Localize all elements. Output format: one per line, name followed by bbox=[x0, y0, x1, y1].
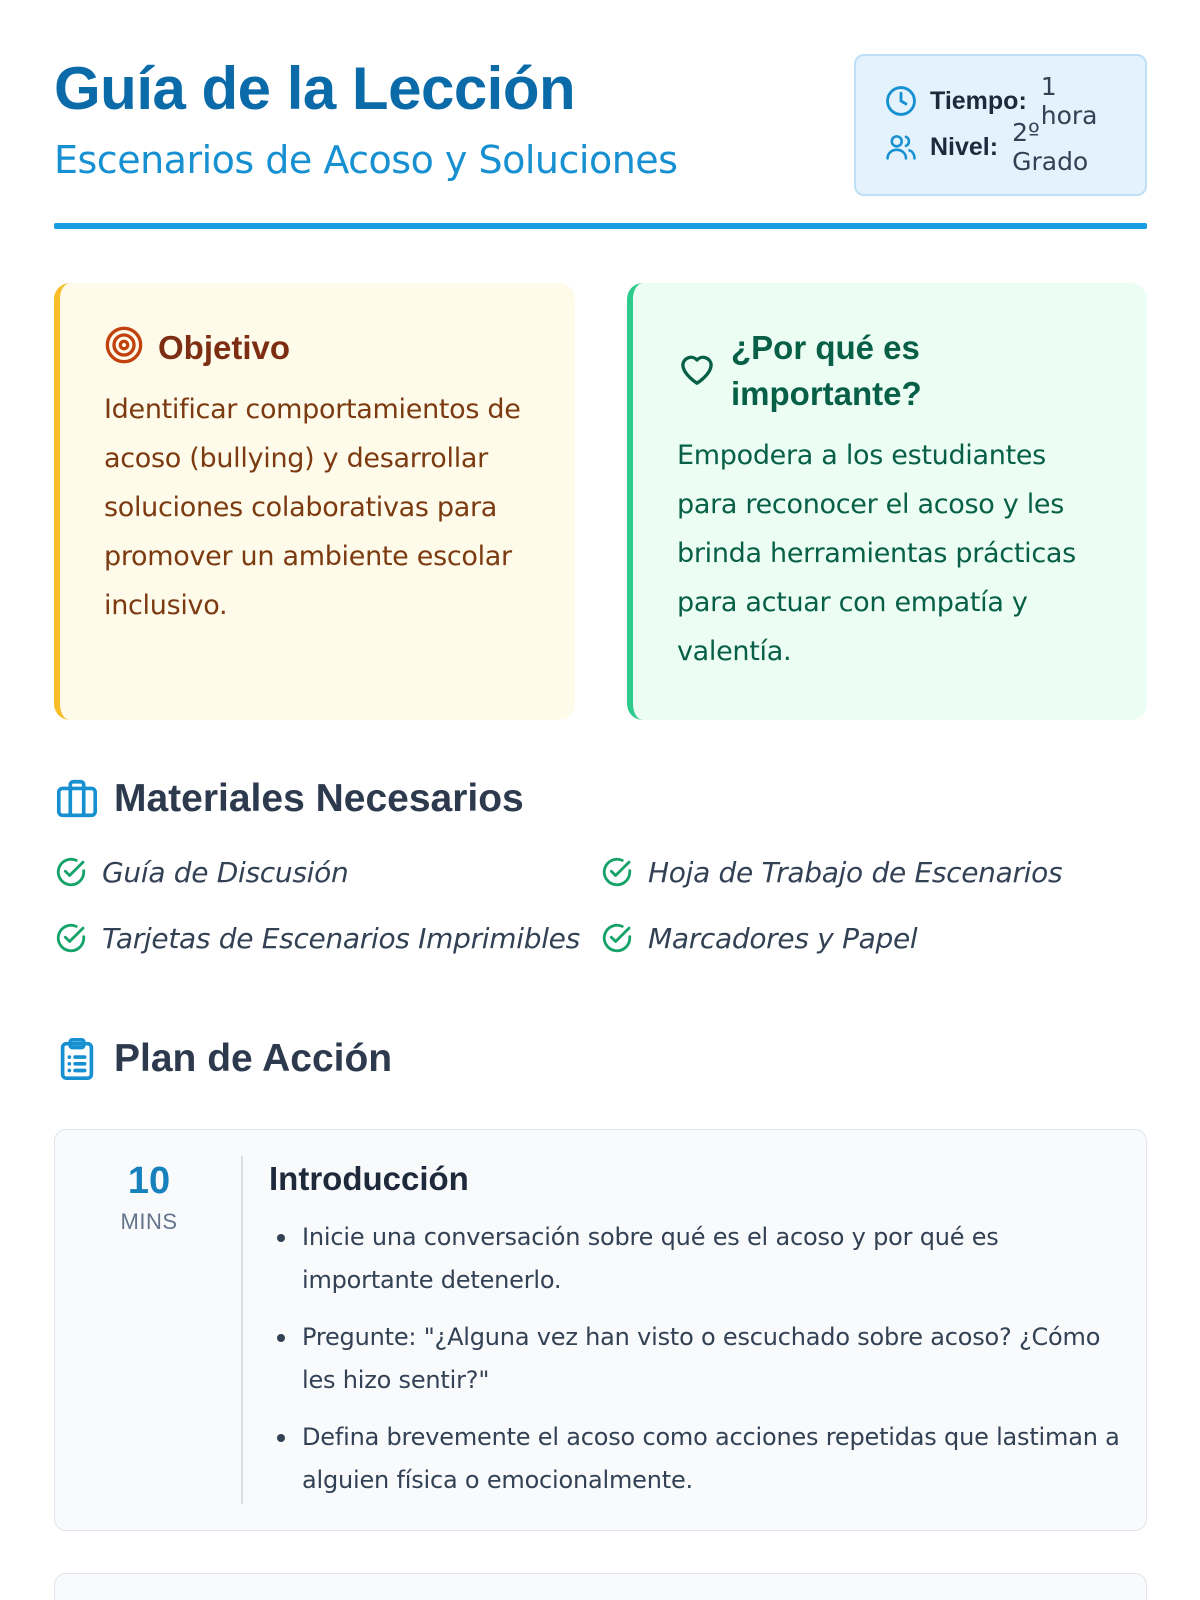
objective-title: Objetivo bbox=[158, 329, 291, 366]
objective-text: Identificar comportamientos de acoso (bullying) y desarrollar soluciones colaborativas para promover un ambiente escolar inclusivo. bbox=[104, 394, 521, 621]
step-bullet: Inicie una conversación sobre qué es el acoso y por qué es importante detenerlo. bbox=[269, 1216, 1122, 1302]
check-circle-icon bbox=[54, 855, 88, 889]
step-minutes-unit: MINS bbox=[120, 1209, 178, 1234]
page-header bbox=[54, 0, 1147, 230]
step-bullets bbox=[269, 1216, 1122, 1502]
importance-text: Empodera a los estudiantes para reconocer el acoso y les brinda herramientas prácticas para actuar con empatía y valentía. bbox=[677, 440, 1076, 667]
meta-level-label: Nivel: bbox=[930, 132, 999, 161]
step-content bbox=[269, 1160, 1122, 1516]
briefcase-icon bbox=[54, 776, 100, 822]
plan-heading bbox=[54, 1036, 392, 1082]
lesson-guide bbox=[54, 0, 1147, 1494]
materials-title: Materiales Necesarios bbox=[114, 777, 524, 820]
importance-title: ¿Por qué es importante? bbox=[731, 329, 922, 412]
meta-time-label: Tiempo: bbox=[930, 86, 1027, 115]
clipboard-list-icon bbox=[54, 1036, 100, 1082]
clock-icon bbox=[884, 84, 918, 118]
step-bullet: Pregunte: "¿Alguna vez han visto o escuchado sobre acoso? ¿Cómo les hizo sentir?" bbox=[269, 1316, 1122, 1402]
lesson-meta-box bbox=[854, 54, 1147, 196]
page-subtitle: Escenarios de Acoso y Soluciones bbox=[54, 138, 678, 182]
step-divider bbox=[241, 1156, 243, 1504]
check-circle-icon bbox=[600, 855, 634, 889]
heart-icon bbox=[677, 349, 717, 389]
info-cards bbox=[54, 283, 1147, 720]
material-item bbox=[600, 855, 1062, 889]
page-title: Guía de la Lección bbox=[54, 55, 576, 122]
material-label: Hoja de Trabajo de Escenarios bbox=[648, 855, 1063, 889]
material-label: Marcadores y Papel bbox=[648, 921, 918, 955]
step-title: Introducción bbox=[269, 1160, 469, 1197]
target-icon bbox=[104, 325, 144, 365]
material-item bbox=[54, 855, 348, 889]
objective-card bbox=[54, 283, 575, 720]
importance-card bbox=[627, 283, 1147, 720]
plan-title: Plan de Acción bbox=[114, 1037, 393, 1080]
objective-header bbox=[104, 325, 533, 371]
meta-time-value: 1 hora bbox=[1040, 72, 1098, 130]
header-divider bbox=[54, 223, 1147, 229]
material-label: Tarjetas de Escenarios Imprimibles bbox=[102, 921, 580, 955]
step-minutes: 10 bbox=[127, 1160, 171, 1202]
plan-step bbox=[54, 1129, 1147, 1531]
meta-level-value: 2º Grado bbox=[1012, 118, 1089, 176]
check-circle-icon bbox=[54, 921, 88, 955]
materials-heading bbox=[54, 776, 524, 822]
step-bullet: Defina brevemente el acoso como acciones repetidas que lastiman a alguien física o emocionalmente. bbox=[269, 1416, 1122, 1502]
material-item bbox=[54, 921, 580, 955]
users-icon bbox=[884, 130, 918, 164]
plan-step-next bbox=[54, 1573, 1147, 1600]
material-item bbox=[600, 921, 917, 955]
check-circle-icon bbox=[600, 921, 634, 955]
importance-header bbox=[677, 325, 1105, 417]
material-label: Guía de Discusión bbox=[102, 855, 349, 889]
meta-level bbox=[884, 118, 1117, 176]
step-duration bbox=[55, 1160, 243, 1235]
